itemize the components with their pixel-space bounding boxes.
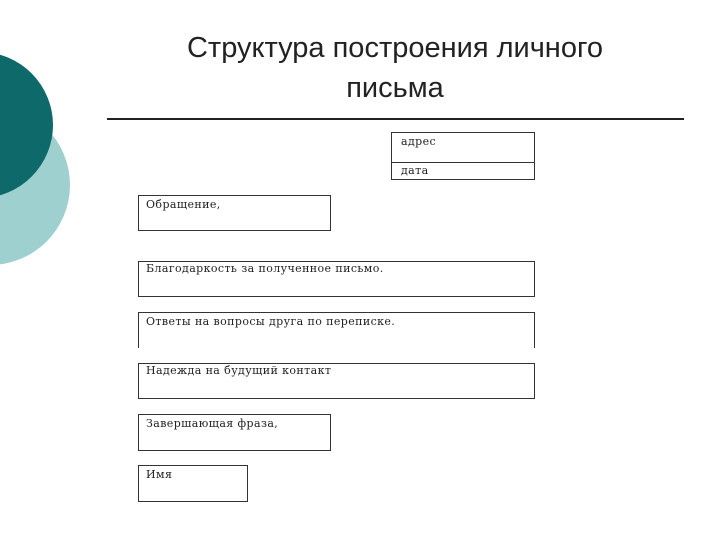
- thanks-box: Благодаркость за полученное письмо.: [138, 261, 535, 297]
- closing-phrase-box: Завершающая фраза,: [138, 414, 331, 451]
- hope-box: Надежда на будущий контакт: [138, 363, 535, 399]
- greeting-box: Обращение,: [138, 195, 331, 231]
- date-field: дата: [401, 164, 429, 177]
- address-date-box: [391, 132, 535, 180]
- address-field: адрес: [392, 133, 534, 163]
- decorative-circles: [0, 0, 120, 300]
- answers-box: Ответы на вопросы друга по переписке.: [138, 312, 535, 348]
- slide-title: [110, 28, 680, 108]
- signature-name-box: Имя: [138, 465, 248, 502]
- title-divider: [107, 118, 684, 120]
- slide-title-line2: письма: [346, 72, 444, 104]
- slide-title-line1: Структура построения личного: [186, 32, 604, 64]
